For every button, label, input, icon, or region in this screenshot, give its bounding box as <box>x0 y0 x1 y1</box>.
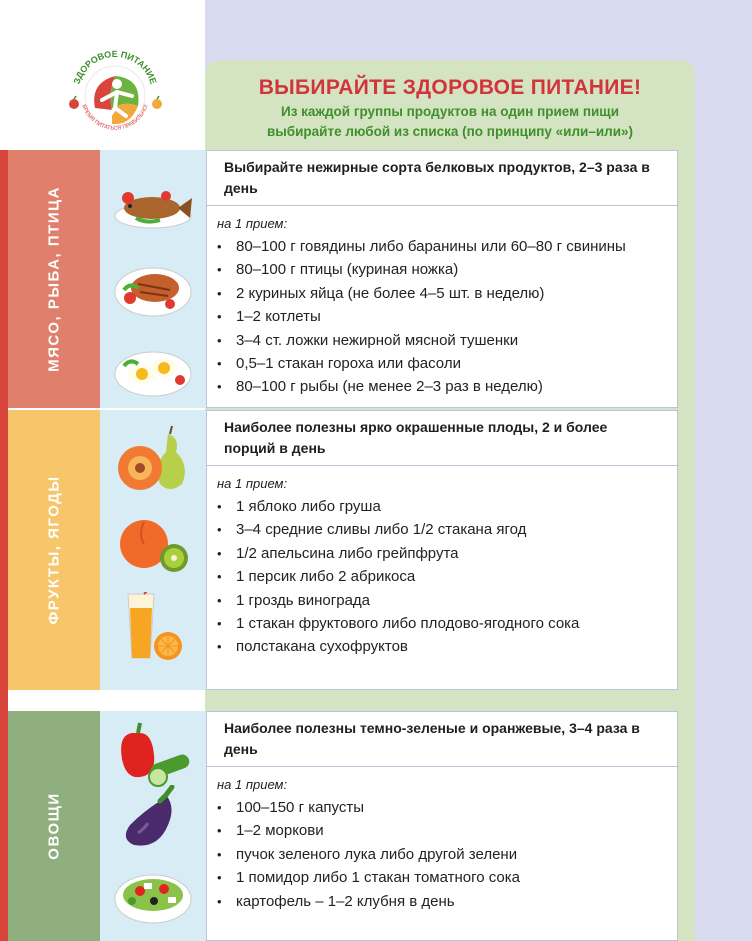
pepper-cucumber-icon <box>110 719 196 789</box>
section-fruits <box>8 410 678 690</box>
per-meal-label-meat: на 1 прием: <box>217 216 288 231</box>
image-column-fruits <box>100 410 206 690</box>
card-fruits <box>206 410 678 690</box>
list-item: • полстакана сухофруктов <box>217 635 677 658</box>
list-item: • пучок зеленого лука либо другой зелени <box>217 843 677 866</box>
peach-kiwi-icon <box>110 510 196 580</box>
page-subtitle <box>205 102 695 142</box>
list-item: • 1 персик либо 2 абрикоса <box>217 565 677 588</box>
fish-dish-icon <box>110 168 196 238</box>
side-label-vegetables: ОВОЩИ <box>45 792 63 860</box>
side-label-meat: МЯСО, РЫБА, ПТИЦА <box>45 186 63 372</box>
image-column-meat <box>100 150 206 408</box>
subtitle-line-1: Из каждой группы продуктов на один прием пищи <box>280 104 619 119</box>
list-item: • 80–100 г рыбы (не менее 2–3 раз в неделю) <box>217 375 677 398</box>
section-vegetables <box>8 711 678 941</box>
card-heading-vegetables: Наиболее полезны темно-зеленые и оранжевые, 3–4 раза в день <box>207 712 677 767</box>
side-band-fruits <box>8 410 100 690</box>
list-item: • 80–100 г говядины либо баранины или 60–80 г свинины <box>217 235 677 258</box>
section-meat <box>8 150 678 408</box>
items-list-fruits <box>207 491 677 659</box>
list-item: • 3–4 средние сливы либо 1/2 стакана ягод <box>217 518 677 541</box>
list-item: • 1 гроздь винограда <box>217 589 677 612</box>
red-arrow-bar <box>0 150 8 941</box>
subtitle-line-2: выбирайте любой из списка (по принципу «или–или») <box>266 124 634 139</box>
list-item: • 1–2 котлеты <box>217 305 677 328</box>
side-band-vegetables <box>8 711 100 941</box>
items-list-vegetables <box>207 792 677 913</box>
list-item: • 1 помидор либо 1 стакан томатного сока <box>217 866 677 889</box>
list-item: • 1/2 апельсина либо грейпфрута <box>217 542 677 565</box>
card-heading-fruits: Наиболее полезны ярко окрашенные плоды, 2 и более порций в день <box>207 411 677 466</box>
per-meal-label-vegetables: на 1 прием: <box>217 777 288 792</box>
logo-title: ЗДОРОВОЕ ПИТАНИЕ <box>71 48 159 86</box>
items-list-meat <box>207 231 677 399</box>
list-item: • 2 куриных яйца (не более 4–5 шт. в неделю) <box>217 282 677 305</box>
peach-pear-icon <box>110 426 196 496</box>
juice-glass-icon <box>110 592 196 662</box>
list-item: • 1 стакан фруктового либо плодово-ягодного сока <box>217 612 677 635</box>
side-band-meat <box>8 150 100 408</box>
meat-steak-icon <box>110 254 196 324</box>
card-vegetables <box>206 711 678 941</box>
card-meat <box>206 150 678 408</box>
list-item: • 3–4 ст. ложки нежирной мясной тушенки <box>217 329 677 352</box>
list-item: • 1 яблоко либо груша <box>217 495 677 518</box>
list-item: • 1–2 моркови <box>217 819 677 842</box>
side-label-fruits: ФРУКТЫ, ЯГОДЫ <box>45 475 63 625</box>
list-item: • 0,5–1 стакан гороха или фасоли <box>217 352 677 375</box>
logo-subtitle: ВРЕМЯ ПИТАТЬСЯ ПРАВИЛЬНО! <box>80 103 150 132</box>
salad-bowl-icon <box>110 863 196 933</box>
list-item: • 100–150 г капусты <box>217 796 677 819</box>
card-heading-meat: Выбирайте нежирные сорта белковых продуктов, 2–3 раза в день <box>207 151 677 206</box>
per-meal-label-fruits: на 1 прием: <box>217 476 288 491</box>
page-title: ВЫБИРАЙТЕ ЗДОРОВОЕ ПИТАНИЕ! <box>258 76 642 99</box>
image-column-vegetables <box>100 711 206 941</box>
eggplant-icon <box>110 785 196 855</box>
list-item: • картофель – 1–2 клубня в день <box>217 890 677 913</box>
list-item: • 80–100 г птицы (куриная ножка) <box>217 258 677 281</box>
healthy-food-logo <box>60 38 170 148</box>
fried-eggs-icon <box>110 336 196 406</box>
